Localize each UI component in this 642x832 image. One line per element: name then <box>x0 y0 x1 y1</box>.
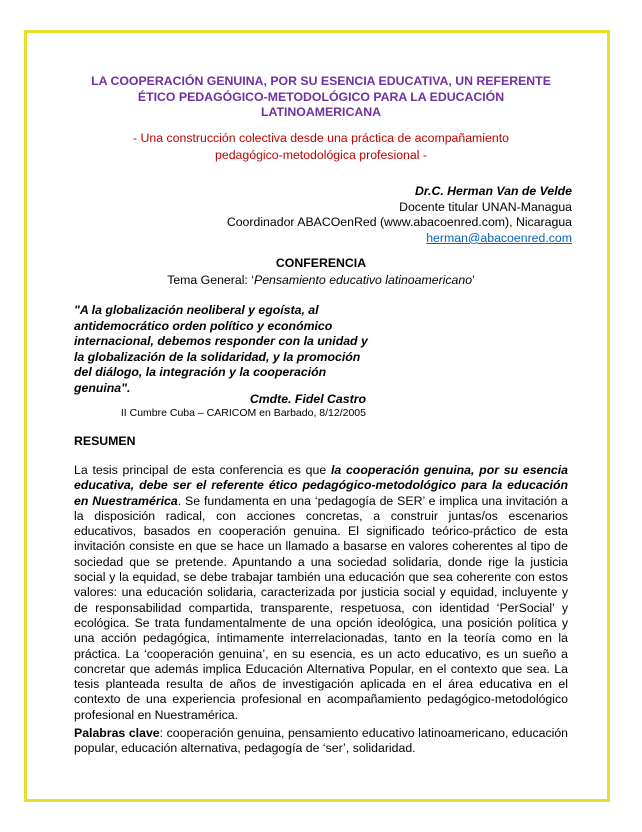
conference-theme <box>0 273 642 287</box>
author-position: Docente titular UNAN-Managua <box>399 199 572 214</box>
section-heading-resumen: RESUMEN <box>74 434 136 448</box>
quote-author: Cmdte. Fidel Castro <box>249 392 366 406</box>
abstract-thesis: la cooperación genuina, por su esencia educativa, debe ser el referente ético pedagógico-metodológico para la educación en Nuestramérica <box>74 463 569 508</box>
quote-keyword: integración <box>159 365 226 380</box>
epigraph-quote <box>74 303 374 397</box>
conference-label: CONFERENCIA <box>275 256 367 270</box>
document-subtitle: - Una construcción colectiva desde una práctica de acompañamiento pedagógico-metodológica profesional - <box>133 131 509 162</box>
keywords-text: : cooperación genuina, pensamiento educativo latinoamericano, educación popular, educación alternativa, pedagogía de ‘ser’, solidaridad. <box>74 726 568 756</box>
quote-part: ". <box>121 380 131 395</box>
quote-part: "A la globalización neoliberal y egoísta, al antidemocrático orden político y económico internacional, debemos responder con la unidad y la globalización de la <box>74 303 368 364</box>
author-email-link[interactable]: herman@abacoenred.com <box>426 230 572 245</box>
theme-title: Pensamiento educativo latinoamericano <box>254 273 473 287</box>
author-block <box>227 184 572 246</box>
theme-prefix: Tema General: ‘ <box>167 273 254 287</box>
quote-keyword: cooperación genuina <box>74 365 327 395</box>
abstract-paragraph <box>74 463 568 723</box>
quote-part: , y la promoción del <box>74 349 361 380</box>
abstract-intro: La tesis principal de esta conferencia es que <box>74 463 331 477</box>
abstract-body: . Se fundamenta en una ‘pedagogía de SER’ e implica una invitación a la disposición radical, con acciones concretas, a construir juntas/os escenarios educativos, basados en cooperación genuina. El significado teórico-práctico de esta invitación consiste en que se hace un llamado a basarse en valores coherentes al tipo de sociedad que se pretende. Apuntando a una sociedad solidaria, donde rige la justicia social y la equidad, se debe trabajar también una educación que sea coherente con estos valores: una educación solidaria, caracterizada por justicia social y equidad, incluyente y de responsabilidad compartida, transparente, respetuosa, con identidad ‘PerSocial’ y ecológica. Se trata fundamentalmente de una opción ideológica, una posición política y una acción pedagógica, íntimamente interrelacionadas, tanto en la teoría como en la práctica. La ‘cooperación genuina’, en su esencia, es un acto educativo, es un sueño a concretar que además implica Educación Alternativa Popular, en el contexto que sea. La tesis planteada resulta de años de investigación aplicada en el área educativa en el contexto de una experiencia profesional en acompañamiento pedagógico-metodológico profesional en Nuestramérica. <box>74 493 568 722</box>
quote-keyword: solidaridad <box>200 349 267 364</box>
quote-part: , la <box>138 365 160 380</box>
theme-suffix: ’ <box>472 273 475 287</box>
keywords-paragraph <box>74 726 568 757</box>
quote-source: II Cumbre Cuba – CARICOM en Barbado, 8/12/2005 <box>120 407 366 419</box>
keywords-label: Palabras clave <box>74 726 160 740</box>
author-name: Dr.C. Herman Van de Velde <box>415 184 572 198</box>
quote-keyword: diálogo <box>95 365 139 380</box>
author-organization: Coordinador ABACOenRed (www.abacoenred.com), Nicaragua <box>226 215 572 230</box>
document-title: LA COOPERACIÓN GENUINA, POR SU ESENCIA EDUCATIVA, UN REFERENTE ÉTICO PEDAGÓGICO-METODOLÓGICO PARA LA EDUCACIÓN LATINOAMERICANA <box>91 74 551 120</box>
quote-part: y la <box>225 365 254 380</box>
